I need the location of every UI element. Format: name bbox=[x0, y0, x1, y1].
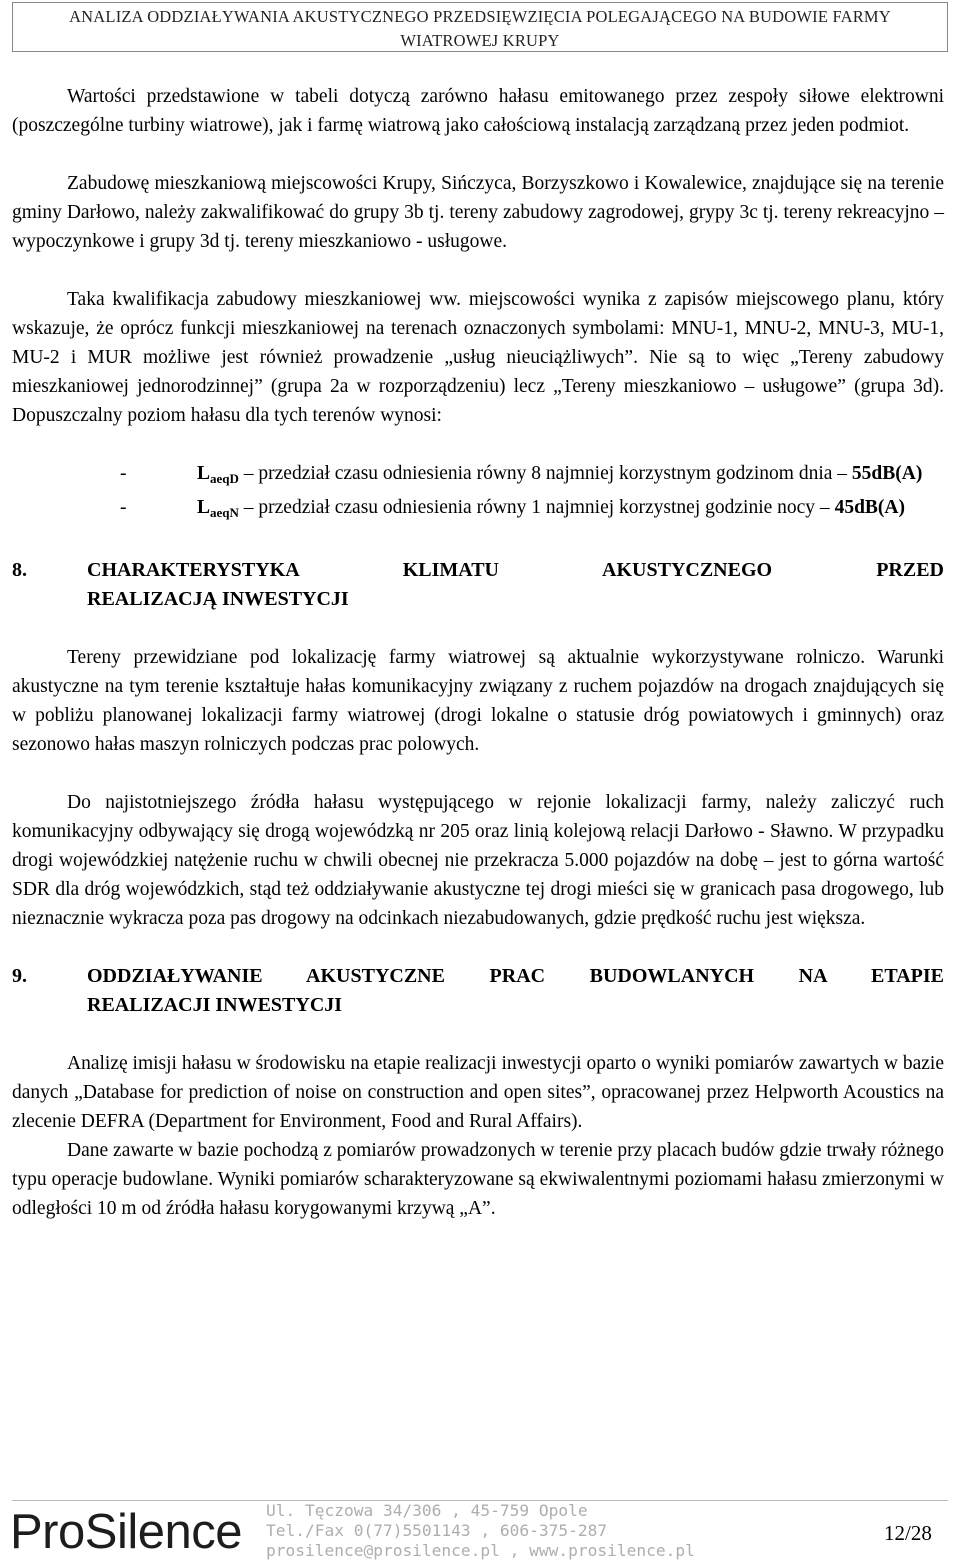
footer-email: prosilence@prosilence.pl , www.prosilence.pl bbox=[266, 1541, 695, 1560]
section-number: 8. bbox=[12, 559, 27, 581]
limit-description: – przedział czasu odniesienia równy 1 najmniej korzystnej godzinie nocy – bbox=[238, 497, 835, 518]
paragraph-qualification: Taka kwalifikacja zabudowy mieszkaniowej ww. miejscowości wynika z zapisów miejscowego planu, który wskazuje, że oprócz funkcji mieszkaniowej na terenach oznaczonych symbolami: MNU-1, MNU-2, MNU-3, MU-1, MU-2 i MUR możliwe jest również prowadzenie „usług nieuciążliwych”. Nie są to więc „Tereny zabudowy mieszkaniowej jednorodzinnej” (grupa 2a w rozporządzeniu) lecz „Tereny mieszkaniowo – usługowe” (grupa 3d). Dopuszczalny poziom hałasu dla tych terenów wynosi: bbox=[12, 289, 944, 426]
limit-subscript: aeqD bbox=[210, 471, 239, 486]
noise-limit-night bbox=[120, 493, 944, 527]
section-9-heading bbox=[12, 962, 944, 991]
footer-phone: Tel./Fax 0(77)5501143 , 606-375-287 bbox=[266, 1521, 608, 1540]
footer-address: Ul. Tęczowa 34/306 , 45-759 Opole bbox=[266, 1501, 588, 1520]
page-header bbox=[12, 2, 948, 52]
section-number: 9. bbox=[12, 965, 27, 987]
section-8-heading bbox=[12, 556, 944, 585]
section-title-line1: ODDZIAŁYWANIE AKUSTYCZNE PRAC BUDOWLANYCH NA ETAPIE bbox=[87, 965, 944, 987]
section-title-line2: REALIZACJĄ INWESTYCJI bbox=[87, 588, 349, 610]
document-body bbox=[12, 82, 944, 1223]
noise-limits-list bbox=[120, 459, 944, 527]
paragraph-database-data: Dane zawarte w bazie pochodzą z pomiarów prowadzonych w terenie przy placach budów gdzie trwały różnego typu operacje budowlane. Wyniki pomiarów scharakteryzowane są ekwiwalentnymi poziomami hałasu zmierzonymi w odległości 10 m od źródła hałasu korygowanymi krzywą „A”. bbox=[12, 1140, 944, 1219]
section-title-line1: CHARAKTERYSTYKA KLIMATU AKUSTYCZNEGO PRZED bbox=[87, 559, 944, 581]
footer-contact bbox=[266, 1501, 695, 1561]
page-footer bbox=[0, 1499, 960, 1560]
section-title-line2: REALIZACJI INWESTYCJI bbox=[87, 994, 343, 1016]
limit-subscript: aeqN bbox=[210, 505, 239, 520]
paragraph-main-noise-source: Do najistotniejszego źródła hałasu występującego w rejonie lokalizacji farmy, należy zaliczyć ruch komunikacyjny odbywający się drogą wojewódzką nr 205 oraz linią kolejową relacji Darłowo - Sławno. W przypadku drogi wojewódzkiej natężenie ruchu w chwili obecnej nie przekracza 5.000 pojazdów na dobę – jest to górna wartość SDR dla dróg wojewódzkich, stąd też oddziaływanie akustyczne tej drogi mieści się w granicach pasa drogowego, lub nieznacznie wykracza poza pas drogowy na odcinkach niezabudowanych, gdzie prędkość ruchu jest większa. bbox=[12, 792, 944, 929]
paragraph-table-values: Wartości przedstawione w tabeli dotyczą zarówno hałasu emitowanego przez zespoły siłowe elektrowni (poszczególne turbiny wiatrowe), jak i farmę wiatrową jako całościową instalacją zarządzaną przez jeden podmiot. bbox=[12, 86, 944, 136]
limit-value: 45dB(A) bbox=[834, 497, 905, 518]
limit-value: 55dB(A) bbox=[851, 463, 923, 484]
prosilence-logo: ProSilence bbox=[10, 1505, 242, 1559]
limit-description: – przedział czasu odniesienia równy 8 najmniej korzystnym godzinom dnia – bbox=[238, 463, 852, 484]
header-title-line2: WIATROWEJ KRUPY bbox=[400, 31, 560, 50]
paragraph-area-acoustics: Tereny przewidziane pod lokalizację farmy wiatrowej są aktualnie wykorzystywane rolniczo. Warunki akustyczne na tym terenie kształtuje hałas komunikacyjny związany z ruchem pojazdów na drogach znajdujących się w pobliżu planowanej lokalizacji farmy wiatrowej (drogi lokalne o statusie dróg powiatowych i gminnych) oraz sezonowo hałas maszyn rolniczych podczas prac polowych. bbox=[12, 647, 944, 755]
page-number: 12/28 bbox=[884, 1521, 932, 1545]
paragraph-analysis-basis: Analizę imisji hałasu w środowisku na etapie realizacji inwestycji oparto o wyniki pomiarów zawartych w bazie danych „Database for prediction of noise on construction and open sites”, opracowanej przez Helpworth Acoustics na zlecenie DEFRA (Department for Environment, Food and Rural Affairs). bbox=[12, 1053, 944, 1132]
header-title-line1: ANALIZA ODDZIAŁYWANIA AKUSTYCZNEGO PRZEDSIĘWZIĘCIA POLEGAJĄCEGO NA BUDOWIE FARMY bbox=[69, 7, 891, 26]
list-dash: - bbox=[120, 497, 127, 518]
limit-symbol: L bbox=[197, 463, 211, 484]
paragraph-zoning-groups: Zabudowę mieszkaniową miejscowości Krupy, Sińczyca, Borzyszkowo i Kowalewice, znajdujące się na terenie gminy Darłowo, należy zakwalifikować do grupy 3b tj. tereny zabudowy zagrodowej, grypy 3c tj. tereny rekreacyjno – wypoczynkowe i grupy 3d tj. tereny mieszkaniowo - usługowe. bbox=[12, 173, 944, 252]
noise-limit-day bbox=[120, 459, 944, 493]
limit-symbol: L bbox=[197, 497, 211, 518]
list-dash: - bbox=[120, 463, 127, 484]
